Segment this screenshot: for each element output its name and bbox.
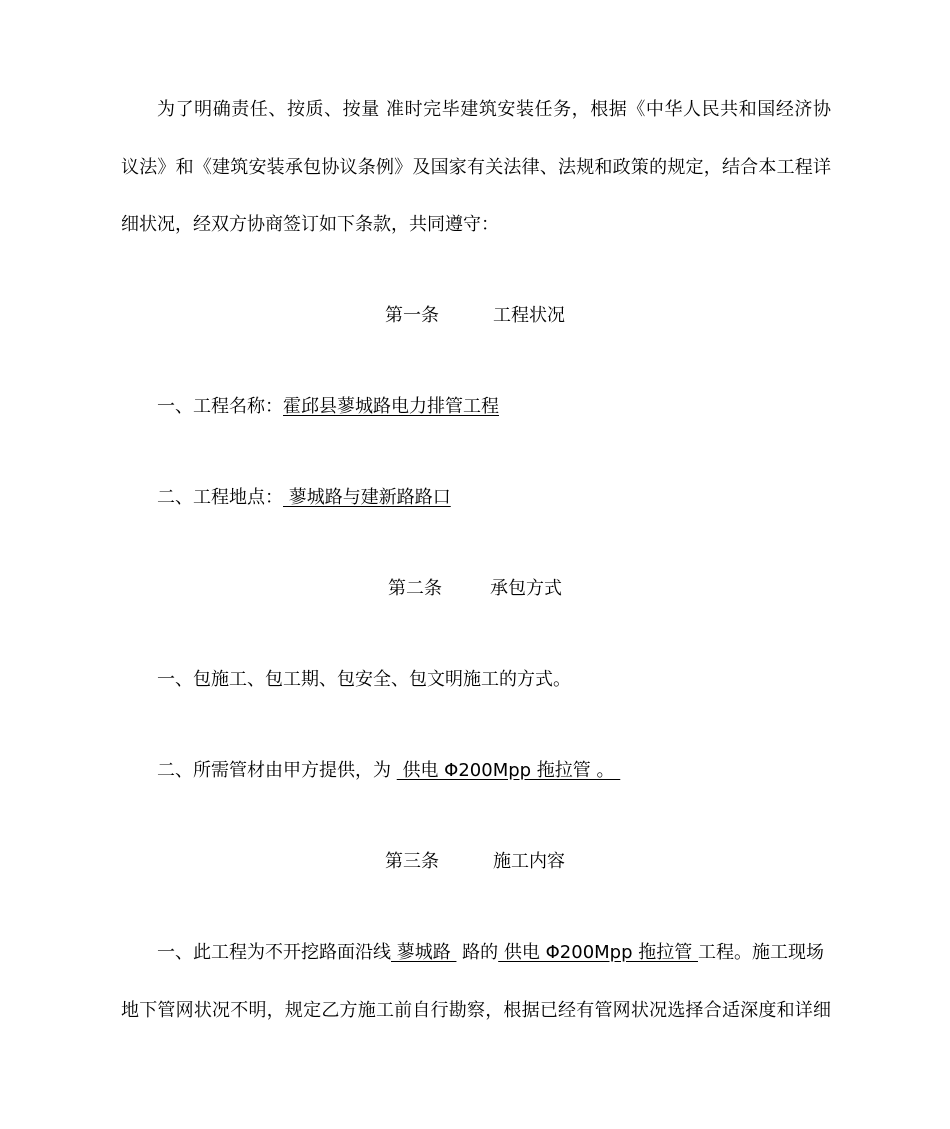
scope-text-2: 路的 — [456, 942, 499, 963]
article-3-number: 第三条 — [385, 851, 439, 872]
article-1-title: 工程状况 — [493, 305, 565, 326]
article-2-item-1: 一、包施工、包工期、包安全、包文明施工的方式。 — [157, 669, 571, 690]
project-location-value: 蓼城路与建新路路口 — [283, 487, 451, 508]
project-name-label: 一、工程名称： — [157, 396, 283, 417]
project-name-value: 霍邱县蓼城路电力排管工程 — [283, 396, 499, 417]
scope-road-value: 蓼城路 — [391, 942, 457, 963]
preamble-line-1: 为了明确责任、按质、按量 准时完毕建筑安装任务，根据《中华人民共和国经济协 — [157, 99, 831, 120]
scope-text-1: 一、此工程为不开挖路面沿线 — [157, 942, 391, 963]
article-2-number: 第二条 — [388, 578, 442, 599]
project-location-label: 二、工程地点： — [157, 487, 283, 508]
article-2-title: 承包方式 — [490, 578, 562, 599]
article-1-item-1 — [157, 395, 831, 419]
article-2-item-2 — [157, 759, 831, 783]
article-3-item-1-line-1 — [157, 941, 831, 965]
article-1-number: 第一条 — [385, 305, 439, 326]
article-3-item-1-line-2: 地下管网状况不明，规定乙方施工前自行勘察，根据已经有管网状况选择合适深度和详细 — [121, 1000, 831, 1021]
article-1-item-2 — [157, 486, 831, 510]
preamble-line-3: 细状况，经双方协商签订如下条款，共同遵守： — [121, 214, 499, 235]
material-value: 供电 Φ200Mpp 拖拉管 。 — [396, 760, 621, 781]
scope-pipe-value: 供电 Φ200Mpp 拖拉管 — [498, 942, 698, 963]
material-label: 二、所需管材由甲方提供，为 — [157, 760, 397, 781]
article-3-title: 施工内容 — [493, 851, 565, 872]
preamble-line-2: 议法》和《建筑安装承包协议条例》及国家有关法律、法规和政策的规定，结合本工程详 — [121, 157, 831, 178]
scope-text-3: 工程。施工现场 — [697, 942, 824, 963]
